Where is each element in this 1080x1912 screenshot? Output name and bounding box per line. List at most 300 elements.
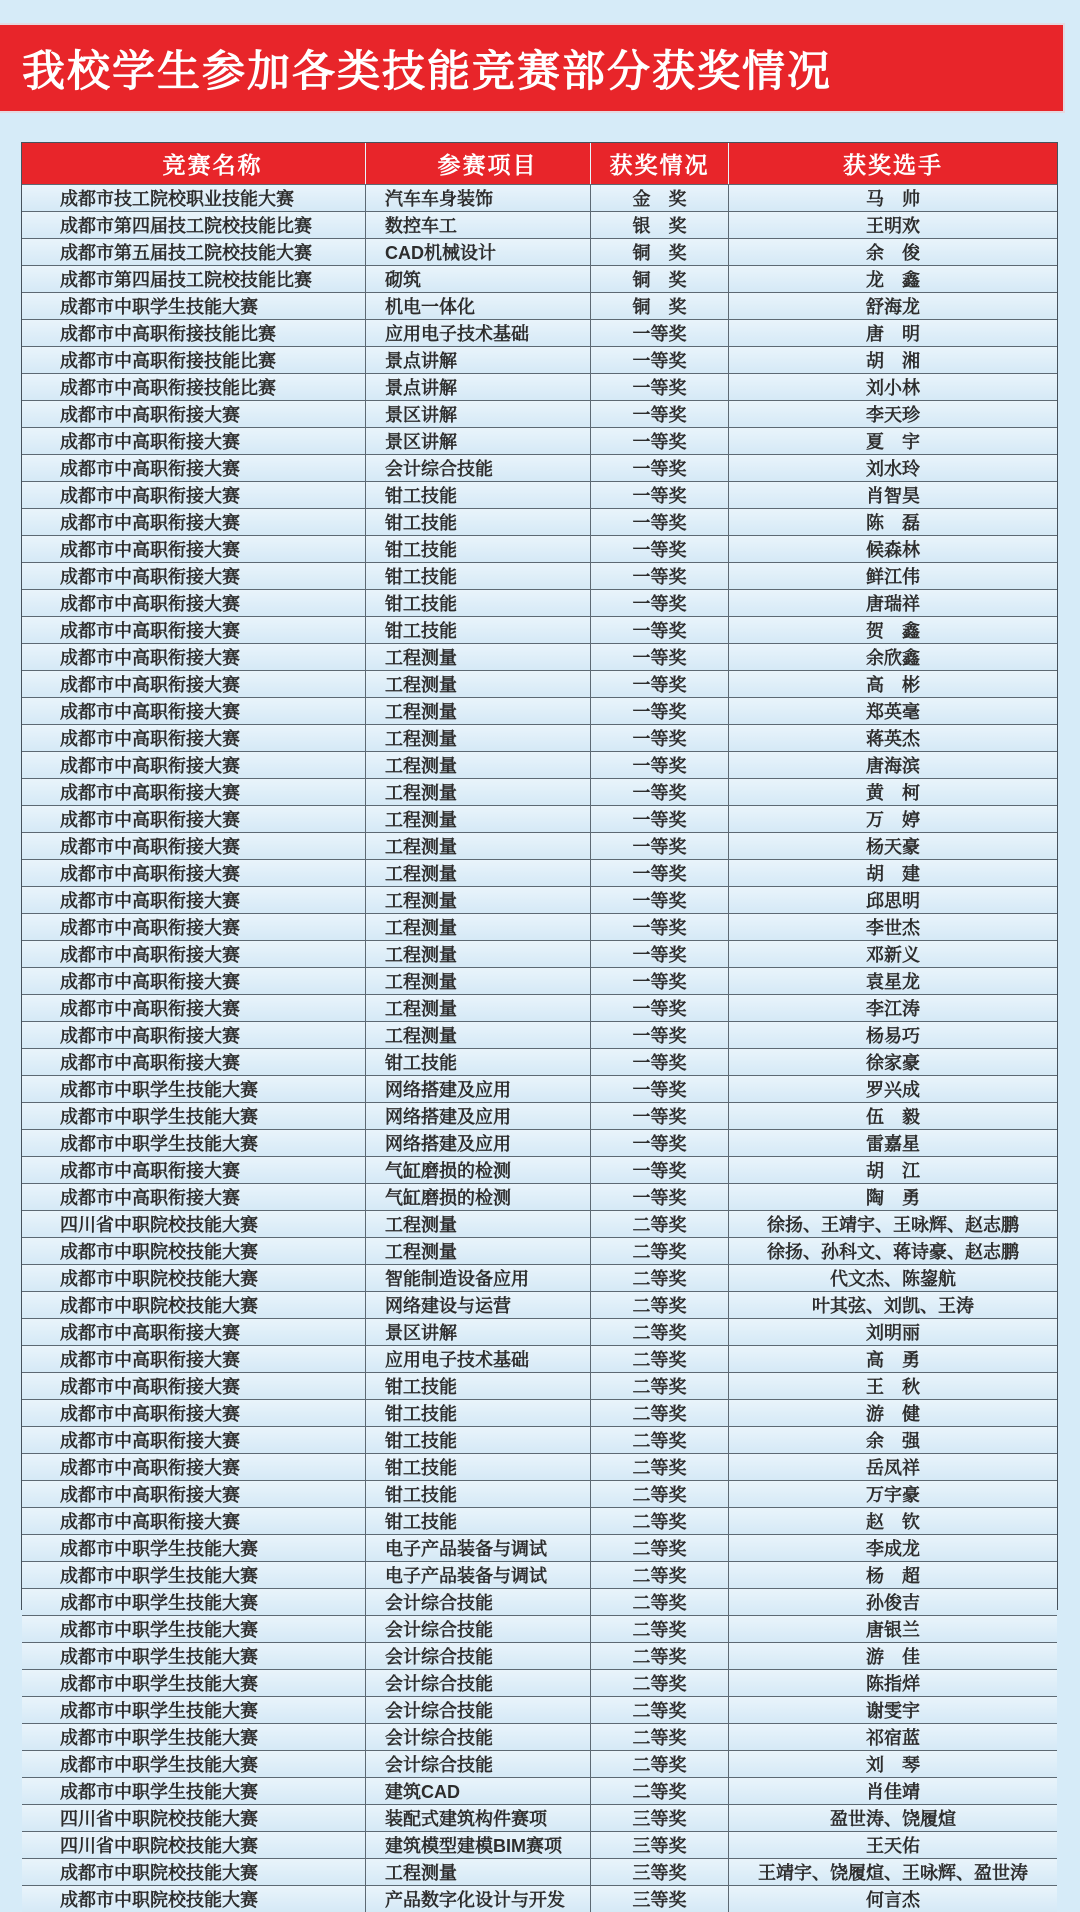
- award-cell: 一等奖: [591, 860, 729, 886]
- table-row: [22, 1345, 1057, 1372]
- table-row: [22, 1318, 1057, 1345]
- competition-cell: 成都市中高职衔接大赛: [22, 725, 366, 751]
- winners-cell: 马 帅: [866, 189, 920, 209]
- table-row: [22, 1534, 1057, 1561]
- event-cell: 钳工技能: [366, 1508, 591, 1534]
- award-cell: 三等奖: [591, 1859, 729, 1885]
- competition-cell: 成都市中高职衔接大赛: [22, 941, 366, 967]
- winners-cell: 王明欢: [866, 216, 920, 236]
- winners-cell: 李天珍: [866, 405, 920, 425]
- event-cell: 应用电子技术基础: [366, 320, 591, 346]
- competition-cell: 成都市中职学生技能大赛: [22, 1103, 366, 1129]
- table-row: [22, 670, 1057, 697]
- table-row: [22, 1129, 1057, 1156]
- winners-cell: 邱思明: [866, 891, 920, 911]
- winners-cell: 鲜江伟: [866, 567, 920, 587]
- competition-cell: 成都市中高职衔接大赛: [22, 833, 366, 859]
- award-cell: 一等奖: [591, 1103, 729, 1129]
- table-row: [22, 184, 1057, 211]
- award-cell: 二等奖: [591, 1778, 729, 1804]
- winners-cell: 李成龙: [866, 1539, 920, 1559]
- table-row: [22, 400, 1057, 427]
- event-cell: 会计综合技能: [366, 1670, 591, 1696]
- event-cell: 工程测量: [366, 968, 591, 994]
- award-cell: 一等奖: [591, 401, 729, 427]
- table-row: [22, 1021, 1057, 1048]
- competition-cell: 成都市中职学生技能大赛: [22, 1751, 366, 1777]
- table-row: [22, 940, 1057, 967]
- winners-cell: 夏 宇: [866, 432, 920, 452]
- competition-cell: 成都市中高职衔接大赛: [22, 1454, 366, 1480]
- award-cell: 二等奖: [591, 1292, 729, 1318]
- event-cell: CAD机械设计: [366, 239, 591, 265]
- competition-cell: 成都市中高职衔接大赛: [22, 509, 366, 535]
- award-cell: 三等奖: [591, 1805, 729, 1831]
- award-cell: 二等奖: [591, 1562, 729, 1588]
- winners-cell: 陈指烊: [866, 1674, 920, 1694]
- award-cell: 一等奖: [591, 563, 729, 589]
- award-cell: 一等奖: [591, 968, 729, 994]
- table-row: [22, 994, 1057, 1021]
- award-cell: 三等奖: [591, 1832, 729, 1858]
- winners-cell: 王 秋: [866, 1377, 920, 1397]
- competition-cell: 成都市第四届技工院校技能比赛: [22, 212, 366, 238]
- event-cell: 应用电子技术基础: [366, 1346, 591, 1372]
- competition-cell: 成都市中职学生技能大赛: [22, 1778, 366, 1804]
- award-cell: 二等奖: [591, 1697, 729, 1723]
- competition-cell: 成都市中职学生技能大赛: [22, 1616, 366, 1642]
- event-cell: 景区讲解: [366, 428, 591, 454]
- award-cell: 一等奖: [591, 509, 729, 535]
- column-header-winners: 获奖选手: [843, 152, 943, 178]
- winners-cell: 胡 江: [866, 1161, 920, 1181]
- event-cell: 钳工技能: [366, 536, 591, 562]
- table-row: [22, 1075, 1057, 1102]
- event-cell: 气缸磨损的检测: [366, 1157, 591, 1183]
- winners-cell: 舒海龙: [866, 297, 920, 317]
- award-cell: 一等奖: [591, 833, 729, 859]
- winners-cell: 唐银兰: [866, 1620, 920, 1640]
- table-row: [22, 238, 1057, 265]
- winners-cell: 李江涛: [866, 999, 920, 1019]
- winners-cell: 徐扬、孙科文、蒋诗豪、赵志鹏: [767, 1242, 1019, 1262]
- competition-cell: 成都市中职学生技能大赛: [22, 1643, 366, 1669]
- winners-cell: 贺 鑫: [866, 621, 920, 641]
- winners-cell: 何言杰: [866, 1890, 920, 1910]
- winners-cell: 肖智昊: [866, 486, 920, 506]
- event-cell: 钳工技能: [366, 1400, 591, 1426]
- competition-cell: 成都市中职学生技能大赛: [22, 1076, 366, 1102]
- award-cell: 金 奖: [591, 185, 729, 211]
- award-cell: 二等奖: [591, 1616, 729, 1642]
- event-cell: 钳工技能: [366, 482, 591, 508]
- table-row: [22, 1291, 1057, 1318]
- table-row: [22, 1804, 1057, 1831]
- award-cell: 二等奖: [591, 1265, 729, 1291]
- event-cell: 网络搭建及应用: [366, 1076, 591, 1102]
- table-row: [22, 481, 1057, 508]
- competition-cell: 成都市中高职衔接大赛: [22, 644, 366, 670]
- table-row: [22, 616, 1057, 643]
- event-cell: 钳工技能: [366, 509, 591, 535]
- table-row: [22, 1777, 1057, 1804]
- award-cell: 一等奖: [591, 1022, 729, 1048]
- table-row: [22, 1210, 1057, 1237]
- winners-cell: 刘水玲: [866, 459, 920, 479]
- competition-cell: 成都市中高职衔接大赛: [22, 617, 366, 643]
- event-cell: 建筑模型建模BIM赛项: [366, 1832, 591, 1858]
- table-row: [22, 1561, 1057, 1588]
- column-header-competition: 竞赛名称: [22, 143, 366, 184]
- table-row: [22, 1642, 1057, 1669]
- competition-cell: 四川省中职院校技能大赛: [22, 1211, 366, 1237]
- table-row: [22, 589, 1057, 616]
- winners-cell: 杨 超: [866, 1566, 920, 1586]
- award-cell: 一等奖: [591, 1076, 729, 1102]
- award-cell: 一等奖: [591, 428, 729, 454]
- award-cell: 一等奖: [591, 806, 729, 832]
- award-cell: 二等奖: [591, 1751, 729, 1777]
- column-header-award: 获奖情况: [591, 143, 729, 184]
- table-row: [22, 1453, 1057, 1480]
- award-cell: 一等奖: [591, 995, 729, 1021]
- table-row: [22, 1507, 1057, 1534]
- event-cell: 工程测量: [366, 644, 591, 670]
- table-row: [22, 292, 1057, 319]
- table-row: [22, 1399, 1057, 1426]
- table-row: [22, 697, 1057, 724]
- table-row: [22, 346, 1057, 373]
- award-cell: 铜 奖: [591, 293, 729, 319]
- competition-cell: 成都市中高职衔接大赛: [22, 1508, 366, 1534]
- award-cell: 二等奖: [591, 1427, 729, 1453]
- winners-cell: 杨天豪: [866, 837, 920, 857]
- event-cell: 气缸磨损的检测: [366, 1184, 591, 1210]
- competition-cell: 成都市中高职衔接大赛: [22, 671, 366, 697]
- table-row: [22, 1858, 1057, 1885]
- award-cell: 二等奖: [591, 1481, 729, 1507]
- event-cell: 工程测量: [366, 671, 591, 697]
- award-cell: 一等奖: [591, 1184, 729, 1210]
- competition-cell: 成都市中高职衔接大赛: [22, 752, 366, 778]
- winners-cell: 蒋英杰: [866, 729, 920, 749]
- award-cell: 一等奖: [591, 725, 729, 751]
- winners-cell: 孙俊吉: [866, 1593, 920, 1613]
- event-cell: 工程测量: [366, 914, 591, 940]
- page-title: 我校学生参加各类技能竞赛部分获奖情况: [22, 47, 832, 96]
- table-row: [22, 1615, 1057, 1642]
- competition-cell: 成都市中高职衔接大赛: [22, 1373, 366, 1399]
- competition-cell: 成都市中高职衔接大赛: [22, 1319, 366, 1345]
- winners-cell: 唐 明: [866, 324, 920, 344]
- competition-cell: 四川省中职院校技能大赛: [22, 1805, 366, 1831]
- winners-cell: 李世杰: [866, 918, 920, 938]
- award-cell: 一等奖: [591, 374, 729, 400]
- table-row: [22, 265, 1057, 292]
- event-cell: 会计综合技能: [366, 1724, 591, 1750]
- competition-cell: 成都市中高职衔接大赛: [22, 1427, 366, 1453]
- table-body: [22, 184, 1057, 1912]
- award-cell: 二等奖: [591, 1454, 729, 1480]
- table-header-row: [22, 143, 1057, 184]
- event-cell: 工程测量: [366, 752, 591, 778]
- event-cell: 工程测量: [366, 725, 591, 751]
- winners-cell: 罗兴成: [866, 1080, 920, 1100]
- table-row: [22, 211, 1057, 238]
- event-cell: 钳工技能: [366, 1454, 591, 1480]
- award-cell: 二等奖: [591, 1238, 729, 1264]
- winners-cell: 万宇豪: [866, 1485, 920, 1505]
- award-cell: 铜 奖: [591, 266, 729, 292]
- table-row: [22, 967, 1057, 994]
- event-cell: 工程测量: [366, 860, 591, 886]
- competition-cell: 成都市中职学生技能大赛: [22, 1724, 366, 1750]
- award-cell: 一等奖: [591, 914, 729, 940]
- winners-cell: 祁宿蓝: [866, 1728, 920, 1748]
- table-row: [22, 1750, 1057, 1777]
- event-cell: 产品数字化设计与开发: [366, 1886, 591, 1912]
- winners-cell: 黄 柯: [866, 783, 920, 803]
- table-row: [22, 1372, 1057, 1399]
- winners-cell: 盈世涛、饶履煊: [830, 1809, 956, 1829]
- event-cell: 网络搭建及应用: [366, 1103, 591, 1129]
- competition-cell: 成都市中高职衔接大赛: [22, 1346, 366, 1372]
- competition-cell: 成都市中高职衔接大赛: [22, 1022, 366, 1048]
- competition-cell: 成都市中高职衔接技能比赛: [22, 320, 366, 346]
- winners-cell: 游 佳: [866, 1647, 920, 1667]
- winners-cell: 刘 琴: [866, 1755, 920, 1775]
- winners-cell: 王天佑: [866, 1836, 920, 1856]
- event-cell: 会计综合技能: [366, 1697, 591, 1723]
- competition-cell: 成都市中职院校技能大赛: [22, 1265, 366, 1291]
- competition-cell: 成都市中职学生技能大赛: [22, 1130, 366, 1156]
- event-cell: 工程测量: [366, 779, 591, 805]
- competition-cell: 成都市中高职衔接大赛: [22, 428, 366, 454]
- competition-cell: 四川省中职院校技能大赛: [22, 1832, 366, 1858]
- event-cell: 数控车工: [366, 212, 591, 238]
- event-cell: 会计综合技能: [366, 1616, 591, 1642]
- competition-cell: 成都市中职学生技能大赛: [22, 1589, 366, 1615]
- competition-cell: 成都市中高职衔接大赛: [22, 590, 366, 616]
- event-cell: 工程测量: [366, 1238, 591, 1264]
- winners-cell: 杨易巧: [866, 1026, 920, 1046]
- winners-cell: 陶 勇: [866, 1188, 920, 1208]
- award-cell: 一等奖: [591, 347, 729, 373]
- winners-cell: 胡 建: [866, 864, 920, 884]
- award-cell: 一等奖: [591, 1157, 729, 1183]
- competition-cell: 成都市中高职衔接大赛: [22, 455, 366, 481]
- table-row: [22, 886, 1057, 913]
- award-cell: 二等奖: [591, 1643, 729, 1669]
- table-row: [22, 427, 1057, 454]
- event-cell: 砌筑: [366, 266, 591, 292]
- award-cell: 一等奖: [591, 482, 729, 508]
- award-cell: 一等奖: [591, 941, 729, 967]
- competition-cell: 成都市中高职衔接大赛: [22, 1481, 366, 1507]
- winners-cell: 候森林: [866, 540, 920, 560]
- competition-cell: 成都市中高职衔接大赛: [22, 1184, 366, 1210]
- competition-cell: 成都市中职院校技能大赛: [22, 1292, 366, 1318]
- winners-cell: 余欣鑫: [866, 648, 920, 668]
- competition-cell: 成都市中高职衔接大赛: [22, 563, 366, 589]
- competition-cell: 成都市中高职衔接大赛: [22, 995, 366, 1021]
- table-row: [22, 805, 1057, 832]
- event-cell: 机电一体化: [366, 293, 591, 319]
- winners-cell: 龙 鑫: [866, 270, 920, 290]
- winners-cell: 游 健: [866, 1404, 920, 1424]
- table-row: [22, 454, 1057, 481]
- event-cell: 会计综合技能: [366, 1589, 591, 1615]
- table-row: [22, 1669, 1057, 1696]
- event-cell: 工程测量: [366, 1211, 591, 1237]
- winners-cell: 余 俊: [866, 243, 920, 263]
- competition-cell: 成都市中高职衔接大赛: [22, 806, 366, 832]
- competition-cell: 成都市技工院校职业技能大赛: [22, 185, 366, 211]
- title-banner: [0, 25, 1063, 111]
- column-header-event: 参赛项目: [366, 143, 591, 184]
- event-cell: 会计综合技能: [366, 1643, 591, 1669]
- event-cell: 工程测量: [366, 1859, 591, 1885]
- event-cell: 景区讲解: [366, 1319, 591, 1345]
- table-row: [22, 373, 1057, 400]
- award-cell: 一等奖: [591, 320, 729, 346]
- award-cell: 铜 奖: [591, 239, 729, 265]
- winners-cell: 胡 湘: [866, 351, 920, 371]
- table-row: [22, 1588, 1057, 1615]
- winners-cell: 邓新义: [866, 945, 920, 965]
- winners-cell: 陈 磊: [866, 513, 920, 533]
- award-cell: 三等奖: [591, 1886, 729, 1912]
- event-cell: 钳工技能: [366, 1373, 591, 1399]
- award-cell: 一等奖: [591, 455, 729, 481]
- winners-cell: 郑英毫: [866, 702, 920, 722]
- competition-cell: 成都市第四届技工院校技能比赛: [22, 266, 366, 292]
- event-cell: 工程测量: [366, 698, 591, 724]
- table-row: [22, 832, 1057, 859]
- table-row: [22, 778, 1057, 805]
- event-cell: 工程测量: [366, 1022, 591, 1048]
- award-cell: 二等奖: [591, 1211, 729, 1237]
- event-cell: 网络建设与运营: [366, 1292, 591, 1318]
- award-cell: 二等奖: [591, 1535, 729, 1561]
- award-cell: 一等奖: [591, 617, 729, 643]
- competition-cell: 成都市中职学生技能大赛: [22, 1535, 366, 1561]
- winners-cell: 赵 钦: [866, 1512, 920, 1532]
- winners-cell: 唐海滨: [866, 756, 920, 776]
- winners-cell: 谢雯宇: [866, 1701, 920, 1721]
- award-cell: 一等奖: [591, 536, 729, 562]
- award-cell: 二等奖: [591, 1400, 729, 1426]
- competition-cell: 成都市中职院校技能大赛: [22, 1886, 366, 1912]
- competition-cell: 成都市中高职衔接大赛: [22, 536, 366, 562]
- event-cell: 汽车车身装饰: [366, 185, 591, 211]
- competition-cell: 成都市中高职衔接技能比赛: [22, 347, 366, 373]
- event-cell: 工程测量: [366, 833, 591, 859]
- table-row: [22, 1723, 1057, 1750]
- award-cell: 一等奖: [591, 752, 729, 778]
- event-cell: 景点讲解: [366, 347, 591, 373]
- event-cell: 景点讲解: [366, 374, 591, 400]
- winners-cell: 王靖宇、饶履煊、王咏辉、盈世涛: [758, 1863, 1028, 1883]
- winners-cell: 雷嘉星: [866, 1134, 920, 1154]
- winners-cell: 高 彬: [866, 675, 920, 695]
- competition-cell: 成都市中高职衔接技能比赛: [22, 374, 366, 400]
- event-cell: 工程测量: [366, 941, 591, 967]
- competition-cell: 成都市中高职衔接大赛: [22, 698, 366, 724]
- award-cell: 一等奖: [591, 644, 729, 670]
- winners-cell: 刘小林: [866, 378, 920, 398]
- award-cell: 一等奖: [591, 590, 729, 616]
- award-cell: 一等奖: [591, 887, 729, 913]
- event-cell: 建筑CAD: [366, 1778, 591, 1804]
- table-row: [22, 508, 1057, 535]
- award-cell: 二等奖: [591, 1346, 729, 1372]
- award-cell: 二等奖: [591, 1724, 729, 1750]
- event-cell: 工程测量: [366, 995, 591, 1021]
- competition-cell: 成都市中职院校技能大赛: [22, 1238, 366, 1264]
- award-cell: 一等奖: [591, 1130, 729, 1156]
- winners-cell: 刘明丽: [866, 1323, 920, 1343]
- winners-cell: 徐扬、王靖宇、王咏辉、赵志鹏: [767, 1215, 1019, 1235]
- table-row: [22, 1048, 1057, 1075]
- competition-cell: 成都市第五届技工院校技能大赛: [22, 239, 366, 265]
- winners-cell: 岳凤祥: [866, 1458, 920, 1478]
- competition-cell: 成都市中高职衔接大赛: [22, 401, 366, 427]
- table-row: [22, 1831, 1057, 1858]
- event-cell: 工程测量: [366, 806, 591, 832]
- event-cell: 钳工技能: [366, 563, 591, 589]
- table-row: [22, 1102, 1057, 1129]
- competition-cell: 成都市中高职衔接大赛: [22, 887, 366, 913]
- competition-cell: 成都市中高职衔接大赛: [22, 914, 366, 940]
- winners-cell: 叶其弦、刘凯、王涛: [812, 1296, 974, 1316]
- awards-table: [21, 142, 1058, 1910]
- winners-cell: 肖佳靖: [866, 1782, 920, 1802]
- event-cell: 会计综合技能: [366, 1751, 591, 1777]
- table-row: [22, 643, 1057, 670]
- event-cell: 电子产品装备与调试: [366, 1562, 591, 1588]
- table-row: [22, 1264, 1057, 1291]
- competition-cell: 成都市中高职衔接大赛: [22, 1400, 366, 1426]
- competition-cell: 成都市中职学生技能大赛: [22, 293, 366, 319]
- table-row: [22, 1426, 1057, 1453]
- award-cell: 一等奖: [591, 1049, 729, 1075]
- table-row: [22, 562, 1057, 589]
- event-cell: 钳工技能: [366, 1427, 591, 1453]
- competition-cell: 成都市中高职衔接大赛: [22, 860, 366, 886]
- event-cell: 钳工技能: [366, 1049, 591, 1075]
- award-cell: 一等奖: [591, 698, 729, 724]
- competition-cell: 成都市中职院校技能大赛: [22, 1859, 366, 1885]
- event-cell: 智能制造设备应用: [366, 1265, 591, 1291]
- winners-cell: 伍 毅: [866, 1107, 920, 1127]
- table-row: [22, 724, 1057, 751]
- winners-cell: 徐家豪: [866, 1053, 920, 1073]
- event-cell: 会计综合技能: [366, 455, 591, 481]
- award-cell: 银 奖: [591, 212, 729, 238]
- table-row: [22, 913, 1057, 940]
- winners-cell: 高 勇: [866, 1350, 920, 1370]
- event-cell: 装配式建筑构件赛项: [366, 1805, 591, 1831]
- competition-cell: 成都市中职学生技能大赛: [22, 1670, 366, 1696]
- competition-cell: 成都市中高职衔接大赛: [22, 1157, 366, 1183]
- award-cell: 一等奖: [591, 779, 729, 805]
- table-row: [22, 1237, 1057, 1264]
- winners-cell: 代文杰、陈鋆航: [830, 1269, 956, 1289]
- event-cell: 景区讲解: [366, 401, 591, 427]
- event-cell: 电子产品装备与调试: [366, 1535, 591, 1561]
- award-cell: 二等奖: [591, 1589, 729, 1615]
